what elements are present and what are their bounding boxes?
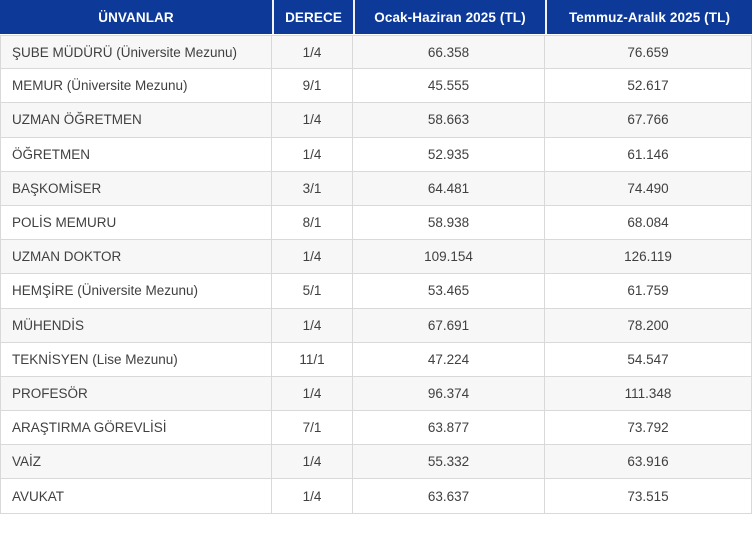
title-cell: MEMUR (Üniversite Mezunu) <box>0 69 272 103</box>
title-cell: ŞUBE MÜDÜRÜ (Üniversite Mezunu) <box>0 35 272 69</box>
table-row <box>0 103 752 137</box>
degree-cell: 9/1 <box>272 69 353 103</box>
ocak-haziran-cell: 55.332 <box>353 445 545 479</box>
temmuz-aralik-cell: 126.119 <box>545 240 752 274</box>
table-row <box>0 35 752 69</box>
temmuz-aralik-cell: 54.547 <box>545 343 752 377</box>
table-row <box>0 240 752 274</box>
table-body <box>0 35 752 514</box>
degree-cell: 1/4 <box>272 445 353 479</box>
ocak-haziran-cell: 58.938 <box>353 206 545 240</box>
title-cell: BAŞKOMİSER <box>0 172 272 206</box>
table-row <box>0 377 752 411</box>
degree-cell: 11/1 <box>272 343 353 377</box>
ocak-haziran-cell: 58.663 <box>353 103 545 137</box>
title-cell: MÜHENDİS <box>0 309 272 343</box>
column-header-derece: DERECE <box>272 0 353 35</box>
title-cell: VAİZ <box>0 445 272 479</box>
degree-cell: 1/4 <box>272 35 353 69</box>
table-header <box>0 0 752 35</box>
ocak-haziran-cell: 63.877 <box>353 411 545 445</box>
ocak-haziran-cell: 52.935 <box>353 138 545 172</box>
table-row <box>0 309 752 343</box>
degree-cell: 1/4 <box>272 240 353 274</box>
degree-cell: 1/4 <box>272 479 353 513</box>
ocak-haziran-cell: 53.465 <box>353 274 545 308</box>
column-header-unvanlar: ÜNVANLAR <box>0 0 272 35</box>
title-cell: UZMAN ÖĞRETMEN <box>0 103 272 137</box>
title-cell: PROFESÖR <box>0 377 272 411</box>
temmuz-aralik-cell: 74.490 <box>545 172 752 206</box>
degree-cell: 1/4 <box>272 103 353 137</box>
ocak-haziran-cell: 109.154 <box>353 240 545 274</box>
temmuz-aralik-cell: 111.348 <box>545 377 752 411</box>
column-header-ocak-haziran: Ocak-Haziran 2025 (TL) <box>353 0 545 35</box>
degree-cell: 8/1 <box>272 206 353 240</box>
temmuz-aralik-cell: 76.659 <box>545 35 752 69</box>
title-cell: UZMAN DOKTOR <box>0 240 272 274</box>
table-row <box>0 69 752 103</box>
table-row <box>0 172 752 206</box>
temmuz-aralik-cell: 61.759 <box>545 274 752 308</box>
temmuz-aralik-cell: 67.766 <box>545 103 752 137</box>
degree-cell: 1/4 <box>272 138 353 172</box>
temmuz-aralik-cell: 52.617 <box>545 69 752 103</box>
table-header-row <box>0 0 752 35</box>
ocak-haziran-cell: 47.224 <box>353 343 545 377</box>
table-row <box>0 445 752 479</box>
degree-cell: 1/4 <box>272 309 353 343</box>
table-row <box>0 411 752 445</box>
ocak-haziran-cell: 45.555 <box>353 69 545 103</box>
title-cell: ARAŞTIRMA GÖREVLİSİ <box>0 411 272 445</box>
ocak-haziran-cell: 96.374 <box>353 377 545 411</box>
table-row <box>0 343 752 377</box>
temmuz-aralik-cell: 78.200 <box>545 309 752 343</box>
temmuz-aralik-cell: 68.084 <box>545 206 752 240</box>
table-row <box>0 138 752 172</box>
ocak-haziran-cell: 66.358 <box>353 35 545 69</box>
degree-cell: 1/4 <box>272 377 353 411</box>
table-row <box>0 479 752 513</box>
ocak-haziran-cell: 67.691 <box>353 309 545 343</box>
temmuz-aralik-cell: 61.146 <box>545 138 752 172</box>
title-cell: TEKNİSYEN (Lise Mezunu) <box>0 343 272 377</box>
degree-cell: 3/1 <box>272 172 353 206</box>
ocak-haziran-cell: 63.637 <box>353 479 545 513</box>
table-row <box>0 206 752 240</box>
title-cell: AVUKAT <box>0 479 272 513</box>
degree-cell: 5/1 <box>272 274 353 308</box>
title-cell: POLİS MEMURU <box>0 206 272 240</box>
title-cell: HEMŞİRE (Üniversite Mezunu) <box>0 274 272 308</box>
column-header-temmuz-aralik: Temmuz-Aralık 2025 (TL) <box>545 0 752 35</box>
temmuz-aralik-cell: 63.916 <box>545 445 752 479</box>
ocak-haziran-cell: 64.481 <box>353 172 545 206</box>
temmuz-aralik-cell: 73.515 <box>545 479 752 513</box>
temmuz-aralik-cell: 73.792 <box>545 411 752 445</box>
degree-cell: 7/1 <box>272 411 353 445</box>
table-row <box>0 274 752 308</box>
title-cell: ÖĞRETMEN <box>0 138 272 172</box>
